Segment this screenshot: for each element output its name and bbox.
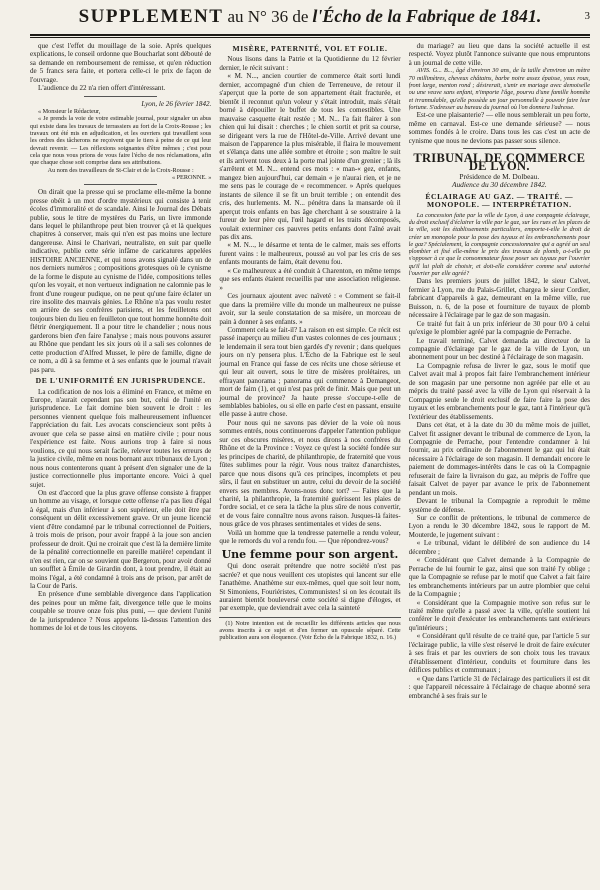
separator xyxy=(84,96,157,97)
letter-body: « Je prends la voie de votre estimable journal, pour signaler un abus qui existe dans les travaux de terrassiers au fort de la Croix-Rousse ; les travaux ont été mis en adjudication, et les ouvriers qui travaillent sous les ordres des tâcherons ne reçoivent que le tiers à peine de ce qui leur devrait revenir. — Les réflexions soignantes d'être mêmes ; c'est pour cela que nous vous prions de vous faire l'écho de nos réclamations, afin que chaque chose soit comprise dans ses attributions. xyxy=(30,115,212,167)
letter-salutation: « Monsieur le Rédacteur, xyxy=(38,108,101,116)
separator xyxy=(463,148,536,149)
paragraph: Sur ce conflit de prétentions, le tribunal de commerce de Lyon a rendu le 30 décembre 1842, sous le rapport de M. Mouterde, le jugement suivant : xyxy=(408,514,590,539)
paragraph: La codification de nos lois a éliminé en France, et même en Europe, n'aurait cependant pas son but, celui de l'unité en jurisprudence. Le fait domine bien souvent le droit : les personnes viennent quelque fois malheureusement influencer l'appréciation du fait. Les avocats consciencieux sont prêts à avouer que cela se passe ainsi en matière civile ; pour nous l'expérience est faite. Nous aurions trop à faire si nous voulions, ce qui nous serait facile, relever toutes les erreurs de la justice civile, même en nous bornant aux tribunaux de Lyon ; nous nous contenterons quant à présent d'en signaler une de la justice correctionnelle plus importante encore. Voici à quel sujet. xyxy=(30,387,212,489)
paragraph: « M. N..., ancien courtier de commerce était sorti lundi dernier, accompagné d'un chien de Terreneuve, de retour il s'aperçut que la porte de son appartement était fracturée, et bientôt il reconnut qu'un voleur y s'était introduit, mais s'était borné à dépouiller le buffet de tous les comestibles. Une mauvaise casquette était restée ; M. N... l'a fait flairer à son chien qui lui disait : cherches ; le chien sortit et prit sa course, se dirigeant vers la rue de l'Hôtel-de-Ville. Arrivé devant une maison de l'apparence la plus misérable, il flaira le mouvement et s'élança dans une allée sombre et étroite ; son maître le suit et ils arrivent tous deux à la porte mal jointe d'un grenier ; là ils s'arrêtent et M. N... entend ces mots : « man-« gez, enfants, mangez bien aujourd'hui, car demain « je n'aurai rien, et je ne me sens pas le courage de « recommencer. » Après quelques instants de silence il se fit un bruit terrible ; on entendit des cris, des hurlements. M. N... pénétra dans la mansarde où il aperçut trois enfants en bas âge cherchant à se soustraire à la fureur de leur père qui, l'œil hagard et les traits décomposés, voulait exterminer ces pauvres petits enfants dont l'aîné avait pas dix ans. xyxy=(219,72,401,241)
paragraph: « Considérant que la Compagnie motive son refus sur le traité même qu'elle a passé avec la ville, qu'elle soutient lui conférer le droit d'exécuter les embranchements tant extérieurs qu'intérieurs ; xyxy=(408,598,590,632)
paragraph: Qui donc oserait prétendre que notre société n'est pas sacrée? et que nous veuillent ces utopistes qui lancent sur elle l'anathème. Anathème sur eux-mêmes, quel que soit leur nom, St Simoniens, Fouriéristes, Communistes! si on les écoutait ils auraient bientôt bouleversé cette société si digne d'éloges, et par exemple, que deviendrait avec cela la sainteté xyxy=(219,562,401,613)
article-heading: DE L'UNIFORMITÉ EN JURISPRUDENCE. xyxy=(35,376,206,386)
audience-date: Audience du 30 décembre 1842. xyxy=(451,180,547,190)
column-2 xyxy=(219,42,400,884)
column-1 xyxy=(30,42,211,884)
paragraph: « Ce malheureux a été conduit à Charenton, en même temps que ses enfants étaient recueillis par une association religieuse. » xyxy=(219,266,401,292)
paragraph: Ces journaux ajoutent avec naïveté : « Comment se fait-il que dans la première ville du monde un malheureux ne puisse avoir, sur la seule constatation de sa misère, un morceau de pain à donner à ses enfants. » xyxy=(219,292,401,326)
paragraph: Voilà un homme que la tendresse paternelle a rendu voleur, que le remords du vol a rendu fou. — Que répondrez-vous? xyxy=(219,528,401,546)
paragraph: On dirait que la presse qui se proclame elle-même la bonne presse obéit à un mot d'ordre mystérieux qui consiste à tenir écoles d'immoralité et de scandale. Ainsi le Journal des Débats publie, sous le titre de mystères du Paris, un livre immonde dans lequel le philanthrope peut bien trouver çà et là quelques chapitres à conserver, mais qui n'en est pas moins une lecture dangereuse. Ainsi le Charivari, neutraliste, en suit par quelle indicative, publie cette série infâme de caricatures appelées HISTOIRE ANCIENNE, et qui nous avons signalé dans un de nos derniers numéros ; compositions grotesques où le cynisme de la forme le dispute au cynisme de l'idée, compositions telles qu'on les voyait, et non vertueux indignation ne calomnie pas le front d'une rougeur pudique, on ne peut qu'une faire éclater un rire insolite des mauvais génies. Le Rhône n'a pas voulu rester en arrière de ses confrères parisiens, et les feuilletons ont toujours bien du lieu en feuilleton que tout homme honnête doit flétrir énergiquement. Il a pour titre le chandelier ; nous nous garderons bien d'en faire l'analyse ; mais nous pouvons assurer au Rhône que pendant les six jours où il a sali ses colonnes de cette production d'Alfred Musset, le père de famille, digne de ce nom, a dû à sa femme et à ses enfants que le journal n'avait pas paru. xyxy=(30,188,212,374)
paragraph: Devant le tribunal la Compagnie a reproduit le même système de défense. xyxy=(408,497,590,514)
paragraph: On est d'accord que la plus grave offense consiste à frapper un homme au visage, et lorsque cette offense n'a pas lieu d'égal à égal, mais d'un inférieur à son supérieur, elle doit être par conséquent un délit excessivement grave. Or un jeune licencié vient d'être condamné par le tribunal correctionnel de Poitiers, à trois mois de prison, pour avoir frappé à la joue son ancien professeur de droit. Qui ne croirait que c'est là la dernière limite de la pénalité correctionnelle en pareille matière! cependant il n'en est rien, car on se souvient que Bergeron, pour avoir donné un soufflet à Émile de Girardin dont, à tout prendre, il était au moins l'égal, a été condamné à trois ans de prison, par arrêt de la Cour de Paris. xyxy=(30,489,212,590)
masthead-title: SUPPLEMENT xyxy=(78,6,224,27)
separator xyxy=(84,184,157,185)
article-heading: MISÈRE, PATERNITÉ, VOL ET FOLIE. xyxy=(232,44,388,53)
masthead-rule xyxy=(30,34,590,38)
classified-ad: AVIS. G... B..., âgé d'environ 30 ans, de la taille d'environ un mètre 70 millimètres, cheveux châtains, barbe noire assez épaisse, yeux roux, front large, menton rond ; désirerait, s'unir en mariage avec demoiselle ou une veuve sans enfant, n'importe l'âge, pourvu d'une famille honnête et irrannulable, qu'elle possède un jour personnelle à pouvoir faire leur fortune. S'adresser au bureau du journal où l'on donnera l'adresse. xyxy=(408,67,590,111)
letter-signature-name: « PERONNE. » xyxy=(171,173,212,181)
paragraph: « Que dans l'article 31 de l'éclairage des particuliers il est dit : que l'appareil nécessaire à l'éclairage de chaque abonné sera embranché à ses frais sur le xyxy=(408,674,590,700)
paragraph: Le travail terminé, Calvet demanda au directeur de la compagnie d'éclairage par le gaz de la ville de Lyon, un abonnement pour un bec destiné à l'éclairage de son magasin. xyxy=(408,336,590,362)
case-heading: ÉCLAIRAGE AU GAZ. — TRAITÉ. — MONOPOLE. — INTERPRÉTATION. xyxy=(425,191,574,210)
paragraph: « M. N..., le désarme et tenta de le calmer, mais ses efforts furent vains : le malheureux, poussé au vol par les cris de ses enfants mourants de faim, était devenu fou. xyxy=(219,241,401,267)
masthead xyxy=(30,6,590,34)
footnote xyxy=(219,617,400,642)
paragraph: L'audience du 22 n'a rien offert d'intéressant. xyxy=(38,84,166,93)
paragraph: du mariage? au lieu que dans la société actuelle il est respecté. Voyez plutôt l'annonce suivante que nous empruntons à un journal de cette ville. xyxy=(408,42,590,67)
letter-date: Lyon, le 26 février 1842. xyxy=(141,99,212,108)
column-3 xyxy=(409,42,590,884)
footnote-text: (1) Notre intention est de recueillir les différents articles que nous avons inscrits à ce sujet et d'en former un opuscule séparé. Cette publication aura son éloquence. (Voir Écho de la Fabrique 1832, n. 16.) xyxy=(219,619,401,642)
columns xyxy=(30,42,590,884)
paragraph: La Compagnie refusa de livrer le gaz, sous le motif que Calvet avait mal à propos fait faire l'embranchement intérieur de son magasin par une personne non agréée par elle et au mépris du traité passé avec la ville de Lyon qui réservait à la Compagnie seule le droit exclusif de faire faire la pose des tuyaux et les embranchements pour le gaz, tant à l'intérieur qu'à l'extérieur des établissements. xyxy=(408,361,590,421)
paragraph: Ce traité fut fait à un prix inférieur de 30 pour 0/0 à celui qu'exige le plombier agréé par la compagnie de Perrache. xyxy=(408,319,590,337)
paragraph: « Considérant que Calvet demande à la Compagnie de Perrache de lui fournir le gaz, ainsi que son traité l'y oblige ; que la Compagnie se refuse par le motif que Calvet a fait faire les embranchements intérieurs par un autre plombier que celui de la Compagnie ; xyxy=(408,556,590,599)
page-number: 3 xyxy=(584,10,590,22)
paragraph: « Le tribunal, vidant le délibéré de son audience du 14 décembre ; xyxy=(408,539,590,556)
paragraph: Dans les premiers jours de juillet 1842, le sieur Calvet, fermier à Lyon, rue du Palais-Grillet, chargea le sieur Cordier, fabricant d'appareils à gaz, demeurant en la même ville, rue Buisson, n. 6, de la pose et fourniture de tuyaux de plomb nécessaire à l'éclairage par le gaz de son magasin. xyxy=(408,277,590,320)
paragraph: Dans cet état, et à la date du 30 du même mois de juillet, Calvet fit assigner devant le tribunal de commerce de Lyon, la Compagnie de Perrache, pour l'entendre condamner à lui fournir, au prix ordinaire de l'abonnement le gaz qui lui était nécessaire à l'éclairage de son magasin. Il demandait encore le paiement de dommages-intérêts dans le cas où la Compagnie refuserait de faire la livraison du gaz, au mépris de l'offre que faisait Calvet de payer par avance le prix de l'abonnement pendant un mois. xyxy=(408,421,590,497)
presidence: Présidence de M. Dolbeau. xyxy=(459,171,540,181)
paragraph: En présence d'une semblable divergence dans l'application des peines pour un même fait, divergence telle que le moins coupable se trouve onze fois plus puni, — que devient l'unité de la jurisprudence ? Nous appelons là-dessus l'attention des hommes de loi et de tous les citoyens. xyxy=(30,590,212,633)
masthead-journal: l'Écho de la Fabrique de 1841. xyxy=(312,6,542,26)
letter-signature: Au nom des travailleurs de St-Clair et de la Croix-Rousse : xyxy=(47,166,194,174)
paragraph: Comment cela se fait-il? La raison en est simple. Ce récit est passé inaperçu au milieu d'un vastes colonnes de ces journaux ; le lendemain il sera tout bien gardés d'y revenir ; dans quelques jours on n'y pensera plus. L'Écho de la Fabrique est le seul journal en France qui fasse de ces récits une chose sérieuse et qui leur ait ouvert, sous le titre de misères prolétaires, un effrayant panorama ; panorama qui commence à Demangeot, mort de faim (1), et qui n'est pas prêt de finir. Mais que peut un journal de province? Ja haute presse s'occupe-t-elle de semblables babioles, ou si elle en parle c'est en passant, ensuite elle passe à autre chose. xyxy=(219,325,401,419)
paragraph: « Considérant qu'il résulte de ce traité que, par l'article 5 sur l'éclairage public, la ville s'est réservé le droit de faire exécuter à ses frais et par les ouvriers de son choix tous les travaux d'établissement d'intérieur, conduits et fourniture dans les édifices publics et communaux ; xyxy=(408,632,590,675)
article-heading-blackletter: Une femme pour son argent. xyxy=(221,547,399,561)
case-summary: La concession faite par la ville de Lyon, à une compagnie éclairage, du droit exclusif d'éclairer la ville par le gaz, sur les rues et les places de la ville, soit les établissements particuliers, emporte-t-elle le droit de créer un monopole pour la pose des tuyaux et les embranchements pour le gaz? Spécialement, la compagnie concessionnaire qui a agréé un seul plombier et fixé elle-même le prix des travaux de plomb, a-t-elle pu s'opposer à ce que le consommateur fasse poser ses tuyaux par l'ouvrier qu'il lui plaît de choisir, et doit-elle considérer comme seul autorisé l'ouvrier par elle agréé? xyxy=(408,211,590,278)
paragraph: que c'est l'effet du mouillage de la soie. Après quelques explications, le conseil ordonne que Boucharlat sont débouté de sa demande en remboursement de remisse, et qu'en réduction de 5 francs sera faite, et portera celle-ci le prix de façon de l'ouvrage. xyxy=(30,42,212,84)
paragraph: Est-ce une plaisanterie? — elle nous semblerait un peu forte, même en carnaval. Est-ce une demande sérieuse? — nous sommes fondés à le croire. Dans tous les cas c'est un acte de cynisme que nous ne devions pas passer sous silence. xyxy=(408,111,590,145)
section-heading: TRIBUNAL DE COMMERCE DE LYON. xyxy=(413,150,586,174)
paragraph: Nous lisons dans la Patrie et la Quotidienne du 12 février dernier, le récit suivant : xyxy=(219,55,401,72)
paragraph: Pour nous qui ne savons pas dévier de la voie où nous sommes entrés, nous continuerons d'appeler l'attention publique sur ces obscures misères, et nous dirons à nos confrères du Rhône et de la Province : Voyez ce qu'est la société fondée sur les principes de charité, de philanthropie, de fraternité que vous fûtes sublimes pour la régir. Vous nous traitez d'anarchistes, parce que nous disons qu'à ces principes, incomplets et peu sûrs, il faut en substituer un autre, celui du devoir de la société envers ses membres. Avons-nous donc tort? — Faites que la charité, la philanthropie, la fraternité guérissent les plaies de l'ordre social, et ce sera la tâche la plus sûre de nous convertir, et de vous faire connaître nous avons raison. Jusques-là faites-nous grâce de vos phrases sentimentales et vides de sens. xyxy=(219,418,401,529)
masthead-number: au N° 36 de xyxy=(227,7,309,26)
